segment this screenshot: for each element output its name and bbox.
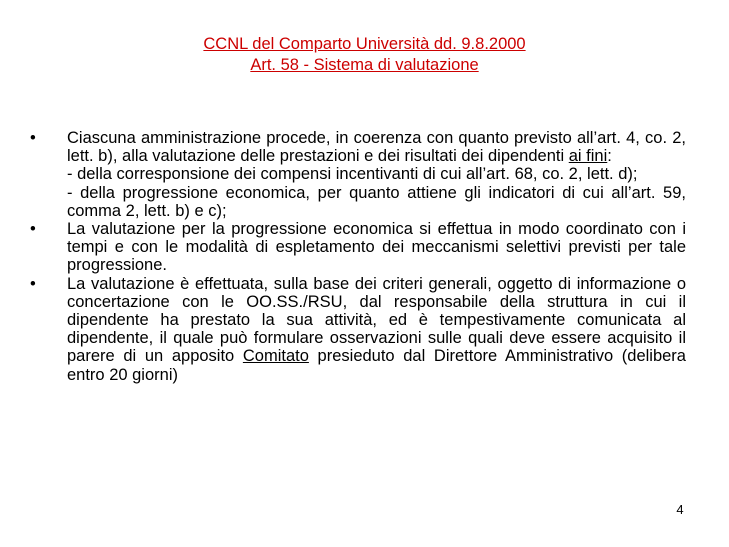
bullet-1-sub-item-2: - della progressione economica, per quanto attiene gli indicatori di cui all’art. 59, comma 2, lett. b) e c); [67,183,686,220]
bullet-icon: • [30,220,36,239]
bullet-list [30,129,686,384]
title-line-2: Art. 58 - Sistema di valutazione [250,56,479,74]
bullet-1-underlined: ai fini [568,147,608,166]
bullet-icon: • [30,129,36,147]
bullet-1-text: Ciascuna amministrazione procede, in coerenza con quanto previsto all’art. 4, co. 2, lett. b), alla valutazione delle prestazioni e dei risultati dei dipendenti [67,129,686,166]
bullet-3-text: La valutazione è effettuata, sulla base dei criteri generali, oggetto di informazione o concertazione con le OO.SS./RSU, dal responsabile della struttura in cui il dipendente ha prestato la sua attività, ed è tempestivamente comunicata al dipendente, il quale può formulare osservazioni sulle quali deve essere acquisito il parere di un apposito [67,274,686,366]
bullet-item-3 [30,275,686,384]
bullet-2-text: La valutazione per la progressione economica si effettua in modo coordinato con i tempi e con le modalità di espletamento dei meccanismi selettivi previsti per tale progressione. [67,220,686,275]
page-number: 4 [676,502,684,517]
title-line-1: CCNL del Comparto Università dd. 9.8.2000 [203,35,526,53]
bullet-item-1 [30,129,686,220]
bullet-3-text-after: presieduto dal Direttore Amministrativo (delibera entro 20 giorni) [67,347,686,384]
bullet-1-sub-item-1: - della corresponsione dei compensi incentivanti di cui all’art. 68, co. 2, lett. d); [67,165,638,184]
bullet-1-text-after: : [607,147,612,166]
bullet-item-2 [30,220,686,275]
slide-title [0,34,729,76]
bullet-3-underlined: Comitato [242,347,309,366]
bullet-icon: • [30,274,36,293]
